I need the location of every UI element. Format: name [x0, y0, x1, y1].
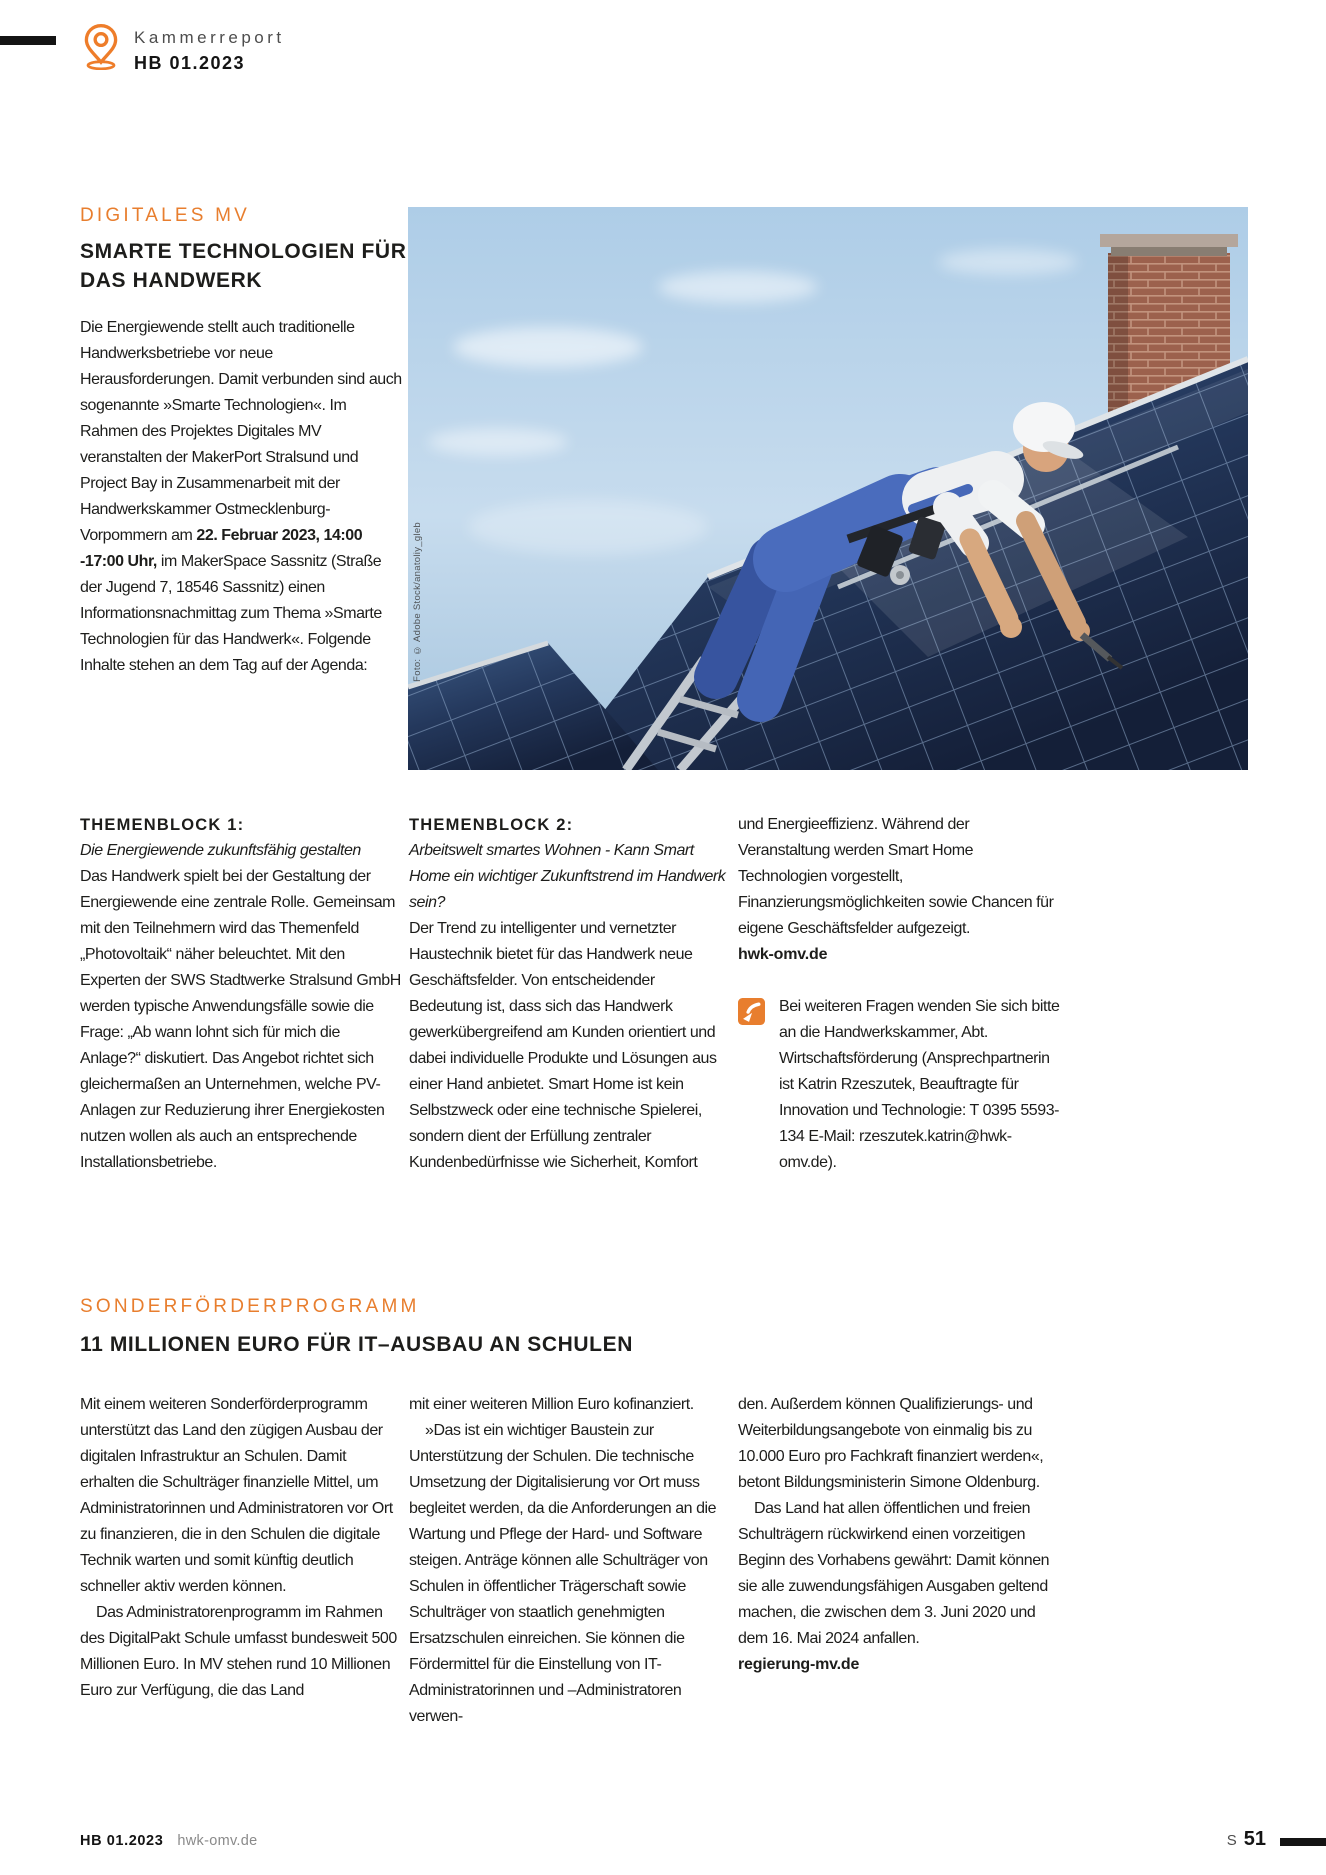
- contact-note: [738, 994, 1060, 1176]
- article1-kicker: DIGITALES MV: [80, 205, 251, 226]
- article2-col2-p1: mit einer weiteren Million Euro kofinanziert.: [409, 1396, 694, 1413]
- article1-intro-paragraph: [80, 315, 402, 679]
- themenblock2-body: Der Trend zu intelligenter und vernetzter Haustechnik bietet für das Handwerk neue Geschäftsfelder. Von entscheidender Bedeutung ist, dass sich das Handwerk gewerkübergreifend am Kunden orientiert und dabei individuelle Produkte und Lösungen aus einer Hand anbietet. Smart Home ist kein Selbstzweck oder eine technische Spielerei, sondern dient der Erfüllung zentraler Kundenbedürfnisse wie Sicherheit, Komfort: [409, 920, 717, 1171]
- article2-kicker: SONDERFÖRDERPROGRAMM: [80, 1296, 420, 1317]
- themenblock2-column: [409, 812, 731, 1176]
- intro-text-cont: im MakerSpace Sassnitz (Straße der Jugend 7, 18546 Sassnitz) einen Informationsnachmittag zum Thema »Smarte Technologien für das Handwerk«. Folgende Inhalte stehen an dem Tag auf der Agenda:: [80, 553, 382, 674]
- brand-name: Kammerreport: [134, 28, 285, 47]
- article2-col3-p2: Das Land hat allen öffentlichen und freien Schulträgern rückwirkend einen vorzeitigen Beginn des Vorhabens gewährt: Damit können sie alle zuwendungsfähigen Ausgaben geltend machen, die zwischen dem 3. Juni 2020 und dem 16. Mai 2024 anfallen.: [738, 1500, 1050, 1647]
- themenblock1-heading: THEMENBLOCK 1:: [80, 816, 245, 834]
- top-edge-bar: [0, 36, 56, 45]
- page-number: 51: [1243, 1828, 1266, 1850]
- article2-column3: [738, 1392, 1060, 1678]
- article1-title: SMARTE TECHNOLOGIEN FÜR DAS HANDWERK: [80, 240, 407, 292]
- themenblock1-lede: Die Energiewende zukunftsfähig gestalten: [80, 842, 361, 859]
- article2-col1-p1: Mit einem weiteren Sonderförderprogramm unterstützt das Land den zügigen Ausbau der digitalen Infrastruktur an Schulen. Damit erhalten die Schulträger finanzielle Mittel, um Administratorinnen und Administratoren vor Ort zu finanzieren, die in den Schulen die digitale Technik warten und somit künftig deutlich schneller aktiv werden können.: [80, 1396, 393, 1595]
- article2-title: 11 MILLIONEN EURO FÜR IT–AUSBAU AN SCHULEN: [80, 1333, 633, 1356]
- themenblock1-body: Das Handwerk spielt bei der Gestaltung der Energiewende eine zentrale Rolle. Gemeinsam mit den Teilnehmern wird das Themenfeld „Photovoltaik“ näher beleuchtet. Mit den Experten der SWS Stadtwerke Stralsund GmbH werden typische Anwendungsfälle sowie die Frage: „Ab wann lohnt sich für mich die Anlage?“ diskutiert. Das Angebot richtet sich gleichermaßen an Unternehmen, welche PV-Anlagen zur Reduzierung ihrer Energiekosten nutzen wollen als auch an entsprechende Installationsbetriebe.: [80, 868, 401, 1171]
- photo-credit: Foto: © Adobe Stock/anatoliy_gleb: [412, 522, 423, 682]
- footer-page-indicator: [1227, 1828, 1266, 1851]
- themenblock2-heading: THEMENBLOCK 2:: [409, 816, 574, 834]
- article2-column1: [80, 1392, 402, 1704]
- article2-col2-p2: »Das ist ein wichtiger Baustein zur Unterstützung der Schulen. Die technische Umsetzung der Digitalisierung vor Ort muss begleitet werden, da die Anforderungen an die Wartung und Pflege der Hard- und Software steigen. Anträge können alle Schulträger von Schulen in öffentlicher Trägerschaft sowie Schulträger von staatlich genehmigten Ersatzschulen einreichen. Sie können die Fördermittel für die Einstellung von IT-Administratorinnen und –Administratoren verwen-: [409, 1422, 717, 1725]
- article1-intro-column: [80, 315, 402, 679]
- intro-text: Die Energiewende stellt auch traditionelle Handwerksbetriebe vor neue Herausforderungen. Damit verbunden sind auch sogenannte »Smarte Technologien«. Im Rahmen des Projektes Digitales MV veranstalten der MakerPort Stralsund und Project Bay in Zusammenarbeit mit der Handwerkskammer Ostmecklenburg-Vorpommern am: [80, 319, 402, 544]
- article2-col1-p2: Das Administratorenprogramm im Rahmen des DigitalPakt Schule umfasst bundesweit 500 Millionen Euro. In MV stehen rund 10 Millionen Euro zur Verfügung, die das Land: [80, 1604, 397, 1699]
- arrow-hint-icon: [738, 998, 765, 1025]
- bottom-edge-bar: [1280, 1838, 1326, 1846]
- magazine-logo: [80, 22, 285, 74]
- event-date-bold: 22. Februar 2023, 14:00 -17:00 Uhr,: [80, 527, 363, 570]
- contact-note-text: Bei weiteren Fragen wenden Sie sich bitte an die Handwerkskammer, Abt. Wirtschaftsförderung (Ansprechpartnerin ist Katrin Rzeszutek, Beauftragte für Innovation und Technologie: T 0395 5593-134 E-Mail: rzeszutek.katrin@hwk-omv.de).: [779, 998, 1060, 1171]
- map-pin-icon: [80, 22, 122, 70]
- footer-site-link[interactable]: hwk-omv.de: [177, 1833, 258, 1849]
- page-prefix: S: [1226, 1832, 1237, 1849]
- regierung-link[interactable]: regierung-mv.de: [738, 1656, 860, 1673]
- footer-issue: HB 01.2023: [80, 1833, 164, 1849]
- themenblock2-lede: Arbeitswelt smartes Wohnen - Kann Smart Home ein wichtiger Zukunftstrend im Handwerk sein?: [409, 842, 726, 911]
- footer-left: [80, 1833, 257, 1849]
- hwk-link[interactable]: hwk-omv.de: [738, 946, 828, 963]
- article2-col3-p1: den. Außerdem können Qualifizierungs- und Weiterbildungsangebote von einmalig bis zu 10.000 Euro pro Fachkraft finanziert werden«, betont Bildungsministerin Simone Oldenburg.: [738, 1396, 1044, 1491]
- issue-label: HB 01.2023: [134, 53, 246, 73]
- continuation-body: und Energieeffizienz. Während der Veranstaltung werden Smart Home Technologien vorgestellt, Finanzierungsmöglichkeiten sowie Chancen für eigene Geschäftsfelder aufgezeigt.: [738, 816, 1054, 937]
- article2-column2: [409, 1392, 731, 1730]
- article1-continuation-column: [738, 812, 1060, 1176]
- themenblock1-column: [80, 812, 402, 1176]
- solar-worker-photo: [408, 207, 1248, 770]
- solar-worker-illustration: [408, 207, 1248, 770]
